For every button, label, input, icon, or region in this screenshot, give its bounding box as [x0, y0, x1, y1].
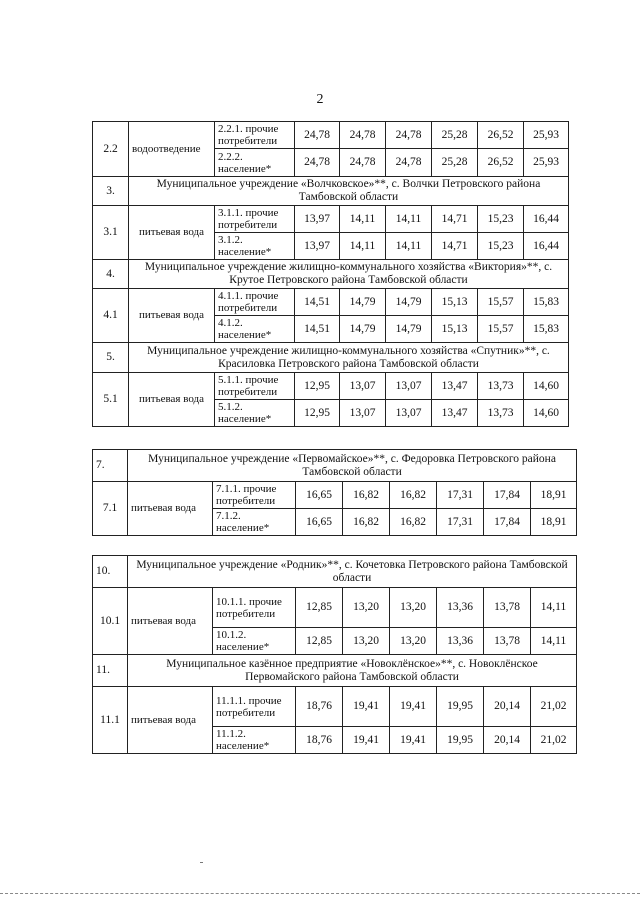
section-code: 3.: [93, 177, 129, 206]
consumer-label: 5.1.1. прочие потребители: [215, 373, 295, 400]
tariff-value: 20,14: [484, 687, 531, 727]
tariff-value: 26,52: [478, 122, 524, 149]
tariff-value: 19,41: [390, 727, 437, 754]
tariff-value: 14,51: [295, 289, 340, 316]
consumer-label: 2.2.1. прочие потребители: [215, 122, 295, 149]
tariff-value: 15,23: [478, 206, 524, 233]
tariff-value: 14,71: [432, 233, 478, 260]
consumer-label: 3.1.2. население*: [215, 233, 295, 260]
row-code: 4.1: [93, 289, 129, 343]
tariff-value: 16,82: [343, 509, 390, 536]
page-bottom-edge: [0, 893, 640, 895]
tariff-value: 16,65: [296, 509, 343, 536]
row-code: 10.1: [93, 588, 128, 655]
tariff-value: 19,41: [343, 687, 390, 727]
tariff-value: 13,20: [343, 588, 390, 628]
tariff-value: 13,36: [437, 588, 484, 628]
section-title-row: [93, 260, 569, 289]
tariff-value: 12,95: [295, 373, 340, 400]
consumer-label: 11.1.2. население*: [213, 727, 296, 754]
tariff-value: 13,78: [484, 588, 531, 628]
tariff-value: 12,85: [296, 628, 343, 655]
table-row: [93, 588, 577, 628]
tariff-value: 13,47: [432, 373, 478, 400]
tariff-value: 14,79: [386, 316, 432, 343]
tariff-value: 14,71: [432, 206, 478, 233]
tariff-value: 24,78: [386, 149, 432, 177]
tariff-value: 14,11: [531, 588, 577, 628]
tariff-value: 14,79: [340, 289, 386, 316]
table-row: [93, 289, 569, 316]
tariff-value: 20,14: [484, 727, 531, 754]
tariff-value: 19,41: [390, 687, 437, 727]
tariff-value: 14,11: [340, 233, 386, 260]
table-row: [93, 482, 577, 509]
organization-title: Муниципальное учреждение «Первомайское»**, с. Федоровка Петровского района Тамбовской области: [128, 450, 577, 482]
tariff-value: 13,73: [478, 373, 524, 400]
tariff-value: 13,07: [386, 400, 432, 427]
tariff-value: 25,93: [524, 122, 569, 149]
page-number: 2: [316, 92, 324, 107]
tariff-value: 25,28: [432, 122, 478, 149]
tariff-value: 19,95: [437, 727, 484, 754]
row-code: 7.1: [93, 482, 128, 536]
service-name: питьевая вода: [129, 289, 215, 343]
table-row: [93, 206, 569, 233]
row-code: 2.2: [93, 122, 129, 177]
service-name: питьевая вода: [128, 588, 213, 655]
tariff-value: 15,57: [478, 316, 524, 343]
tariff-value: 13,97: [295, 233, 340, 260]
service-name: водоотведение: [129, 122, 215, 177]
tariff-value: 16,82: [343, 482, 390, 509]
tariff-value: 16,82: [390, 482, 437, 509]
tariff-value: 13,73: [478, 400, 524, 427]
tariff-value: 19,41: [343, 727, 390, 754]
tariff-value: 14,11: [340, 206, 386, 233]
consumer-label: 7.1.2. население*: [213, 509, 296, 536]
table-row: [93, 373, 569, 400]
tariff-value: 26,52: [478, 149, 524, 177]
tariff-value: 24,78: [295, 149, 340, 177]
tariff-value: 13,07: [386, 373, 432, 400]
tariff-value: 25,28: [432, 149, 478, 177]
tariff-value: 15,83: [524, 316, 569, 343]
tariff-value: 14,60: [524, 373, 569, 400]
tariff-value: 19,95: [437, 687, 484, 727]
section-title-row: [93, 343, 569, 373]
tariff-value: 18,91: [531, 509, 577, 536]
tariff-value: 13,07: [340, 400, 386, 427]
section-code: 10.: [93, 556, 128, 588]
tariff-value: 12,85: [296, 588, 343, 628]
row-code: 5.1: [93, 373, 129, 427]
tariff-value: 14,11: [386, 206, 432, 233]
section-title-row: [93, 556, 577, 588]
tariff-value: 13,78: [484, 628, 531, 655]
tariff-value: 13,07: [340, 373, 386, 400]
tariff-value: 14,79: [340, 316, 386, 343]
tariff-value: 17,84: [484, 509, 531, 536]
tariff-value: 18,76: [296, 727, 343, 754]
service-name: питьевая вода: [129, 373, 215, 427]
tariff-value: 13,20: [343, 628, 390, 655]
tariff-value: 24,78: [295, 122, 340, 149]
tariff-table-2: [92, 449, 577, 536]
tariff-value: 13,36: [437, 628, 484, 655]
consumer-label: 3.1.1. прочие потребители: [215, 206, 295, 233]
table-row: [93, 122, 569, 149]
section-title-row: [93, 450, 577, 482]
consumer-label: 5.1.2. население*: [215, 400, 295, 427]
consumer-label: 4.1.2. население*: [215, 316, 295, 343]
tariff-value: 15,23: [478, 233, 524, 260]
organization-title: Муниципальное казённое предприятие «Новоклёнское»**, с. Новоклёнское Первомайского района Тамбовской области: [128, 655, 577, 687]
organization-title: Муниципальное учреждение жилищно-коммунального хозяйства «Виктория»**, с. Крутое Петровского района Тамбовской области: [129, 260, 569, 289]
service-name: питьевая вода: [128, 482, 213, 536]
tariff-value: 12,95: [295, 400, 340, 427]
consumer-label: 2.2.2. население*: [215, 149, 295, 177]
tariff-table-1: [92, 121, 569, 427]
organization-title: Муниципальное учреждение «Волчковское»**, с. Волчки Петровского района Тамбовской области: [129, 177, 569, 206]
tariff-value: 18,91: [531, 482, 577, 509]
tariff-value: 24,78: [386, 122, 432, 149]
tariff-value: 21,02: [531, 687, 577, 727]
section-title-row: [93, 655, 577, 687]
tariff-value: 16,65: [296, 482, 343, 509]
section-code: 5.: [93, 343, 129, 373]
tariff-value: 17,84: [484, 482, 531, 509]
tariff-table-3: [92, 555, 577, 754]
tariff-value: 24,78: [340, 122, 386, 149]
tariff-value: 24,78: [340, 149, 386, 177]
tariff-value: 16,44: [524, 233, 569, 260]
consumer-label: 10.1.2. население*: [213, 628, 296, 655]
scan-artifact: [200, 862, 203, 863]
tariff-value: 17,31: [437, 509, 484, 536]
tariff-value: 18,76: [296, 687, 343, 727]
tariff-value: 15,13: [432, 316, 478, 343]
section-title-row: [93, 177, 569, 206]
tariff-value: 21,02: [531, 727, 577, 754]
tariff-value: 15,13: [432, 289, 478, 316]
tariff-value: 16,44: [524, 206, 569, 233]
organization-title: Муниципальное учреждение «Родник»**, с. Кочетовка Петровского района Тамбовской области: [128, 556, 577, 588]
tariff-value: 17,31: [437, 482, 484, 509]
tariff-value: 16,82: [390, 509, 437, 536]
tariff-value: 15,57: [478, 289, 524, 316]
organization-title: Муниципальное учреждение жилищно-коммунального хозяйства «Спутник»**, с. Красиловка Петровского района Тамбовской области: [129, 343, 569, 373]
tariff-value: 15,83: [524, 289, 569, 316]
tariff-value: 14,11: [386, 233, 432, 260]
tariff-value: 14,51: [295, 316, 340, 343]
section-code: 4.: [93, 260, 129, 289]
section-code: 7.: [93, 450, 128, 482]
tariff-value: 13,20: [390, 588, 437, 628]
tariff-value: 14,79: [386, 289, 432, 316]
tariff-value: 13,97: [295, 206, 340, 233]
consumer-label: 4.1.1. прочие потребители: [215, 289, 295, 316]
consumer-label: 10.1.1. прочие потребители: [213, 588, 296, 628]
consumer-label: 11.1.1. прочие потребители: [213, 687, 296, 727]
tariff-value: 13,20: [390, 628, 437, 655]
row-code: 3.1: [93, 206, 129, 260]
tariff-value: 13,47: [432, 400, 478, 427]
section-code: 11.: [93, 655, 128, 687]
tariff-value: 25,93: [524, 149, 569, 177]
table-row: [93, 687, 577, 727]
row-code: 11.1: [93, 687, 128, 754]
tariff-value: 14,11: [531, 628, 577, 655]
tariff-value: 14,60: [524, 400, 569, 427]
service-name: питьевая вода: [128, 687, 213, 754]
consumer-label: 7.1.1. прочие потребители: [213, 482, 296, 509]
service-name: питьевая вода: [129, 206, 215, 260]
